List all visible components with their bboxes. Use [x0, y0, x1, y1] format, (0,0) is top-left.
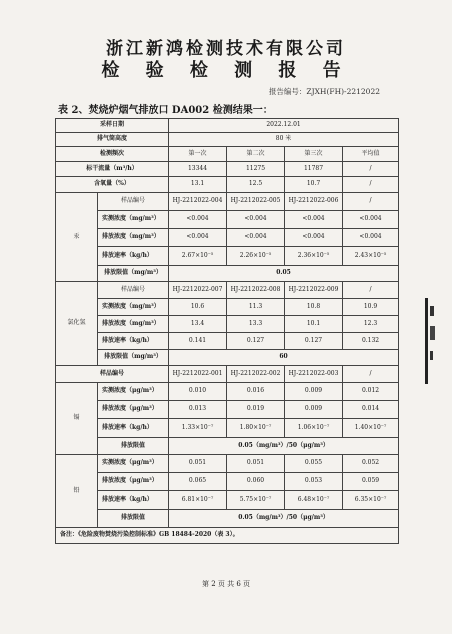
cd-limit-label: 排放限值	[98, 438, 169, 455]
hg-sample-3: HJ-2212022-006	[285, 193, 343, 211]
pollutant-name-hg: 汞	[56, 193, 98, 282]
pb-rate-1: 6.81×10⁻⁷	[169, 491, 227, 510]
pb-conc-2: 0.051	[227, 455, 285, 473]
hcl-conc-3: 10.8	[285, 299, 343, 316]
table-row	[56, 162, 399, 177]
pb-conv-1: 0.065	[169, 473, 227, 491]
cd-conc-3: 0.009	[285, 383, 343, 401]
results-table	[55, 118, 399, 544]
table-row	[56, 282, 399, 299]
flow-label: 标干流量（m³/h）	[56, 162, 169, 177]
report-title: 检 验 检 测 报 告	[101, 60, 351, 81]
oxygen-1: 13.1	[169, 177, 227, 193]
hcl-sample-avg: /	[343, 282, 399, 299]
pb-rate-label: 排放速率（kg/h）	[98, 491, 169, 510]
frequency-label: 检测频次	[56, 147, 169, 162]
table-row	[56, 438, 399, 455]
hg-conc-3: <0.004	[285, 211, 343, 229]
metals-sample-1: HJ-2212022-001	[169, 366, 227, 383]
pb-conv-2: 0.060	[227, 473, 285, 491]
pb-conv-label: 排放浓度（μg/m³）	[98, 473, 169, 491]
hcl-conc-label: 实测浓度（mg/m³）	[98, 299, 169, 316]
flow-2: 11275	[227, 162, 285, 177]
table-row	[56, 316, 399, 333]
pollutant-name-cd: 镉	[56, 383, 98, 455]
oxygen-label: 含氧量（%）	[56, 177, 169, 193]
table-row	[56, 177, 399, 193]
hg-conc-1: <0.004	[169, 211, 227, 229]
hg-conc-label: 实测浓度（mg/m³）	[98, 211, 169, 229]
table-note: 备注：《危险废物焚烧污染控制标准》GB 18484-2020（表 3）。	[56, 528, 399, 544]
table-caption: 表 2、焚烧炉烟气排放口 DA002 检测结果一：	[58, 105, 273, 116]
hcl-rate-3: 0.127	[285, 333, 343, 350]
oxygen-2: 12.5	[227, 177, 285, 193]
metals-sample-2: HJ-2212022-002	[227, 366, 285, 383]
frequency-3: 第三次	[285, 147, 343, 162]
hcl-conc-1: 10.6	[169, 299, 227, 316]
hg-conv-3: <0.004	[285, 229, 343, 247]
table-row	[56, 491, 399, 510]
pb-conc-label: 实测浓度（μg/m³）	[98, 455, 169, 473]
pb-limit-label: 排放限值	[98, 510, 169, 528]
hcl-conc-2: 11.3	[227, 299, 285, 316]
frequency-2: 第二次	[227, 147, 285, 162]
cd-rate-label: 排放速率（kg/h）	[98, 419, 169, 438]
cd-conv-avg: 0.014	[343, 401, 399, 419]
oxygen-avg: /	[343, 177, 399, 193]
hcl-sample-3: HJ-2212022-009	[285, 282, 343, 299]
hcl-conv-3: 10.1	[285, 316, 343, 333]
hg-rate-3: 2.36×10⁻⁵	[285, 247, 343, 266]
cd-rate-avg: 1.40×10⁻⁷	[343, 419, 399, 438]
pollutant-name-pb: 铅	[56, 455, 98, 528]
report-number: 报告编号：ZJXH(FH)-2212022	[268, 87, 380, 96]
hg-limit-label: 排放限值（mg/m³）	[98, 266, 169, 282]
company-name: 浙江新鸿检测技术有限公司	[106, 39, 346, 59]
table-row	[56, 133, 399, 147]
frequency-avg: 平均值	[343, 147, 399, 162]
hcl-conc-avg: 10.9	[343, 299, 399, 316]
table-row	[56, 473, 399, 491]
pb-limit-value: 0.05（mg/m³）/50（μg/m³）	[169, 510, 399, 528]
metals-sample-3: HJ-2212022-003	[285, 366, 343, 383]
cd-conc-1: 0.010	[169, 383, 227, 401]
table-row	[56, 366, 399, 383]
hcl-rate-avg: 0.132	[343, 333, 399, 350]
hcl-rate-1: 0.141	[169, 333, 227, 350]
hg-conv-avg: <0.004	[343, 229, 399, 247]
table-row	[56, 401, 399, 419]
cd-conc-2: 0.016	[227, 383, 285, 401]
hcl-limit-label: 排放限值（mg/m³）	[98, 350, 169, 366]
hg-conv-1: <0.004	[169, 229, 227, 247]
cd-rate-3: 1.06×10⁻⁷	[285, 419, 343, 438]
table-row	[56, 266, 399, 282]
hcl-sample-2: HJ-2212022-008	[227, 282, 285, 299]
cd-conv-2: 0.019	[227, 401, 285, 419]
pollutant-name-hcl: 氯化氢	[56, 282, 98, 366]
scan-edge-mark	[424, 296, 436, 386]
hg-rate-1: 2.67×10⁻⁵	[169, 247, 227, 266]
cd-conc-avg: 0.012	[343, 383, 399, 401]
page-number: 第 2 页 共 6 页	[201, 580, 251, 588]
pb-rate-2: 5.75×10⁻⁷	[227, 491, 285, 510]
hg-rate-avg: 2.43×10⁻⁵	[343, 247, 399, 266]
oxygen-3: 10.7	[285, 177, 343, 193]
table-row	[56, 211, 399, 229]
flow-3: 11787	[285, 162, 343, 177]
table-row	[56, 528, 399, 544]
pb-rate-avg: 6.35×10⁻⁷	[343, 491, 399, 510]
hg-conc-avg: <0.004	[343, 211, 399, 229]
pb-conv-avg: 0.059	[343, 473, 399, 491]
table-row	[56, 350, 399, 366]
hg-limit-value: 0.05	[169, 266, 399, 282]
hcl-conv-2: 13.3	[227, 316, 285, 333]
cd-conv-3: 0.009	[285, 401, 343, 419]
sampling-date-value: 2022.12.01	[169, 119, 399, 133]
cd-conv-label: 排放浓度（μg/m³）	[98, 401, 169, 419]
hcl-sample-1: HJ-2212022-007	[169, 282, 227, 299]
hcl-sample-label: 样品编号	[98, 282, 169, 299]
pb-rate-3: 6.48×10⁻⁷	[285, 491, 343, 510]
table-row	[56, 510, 399, 528]
metals-sample-label: 样品编号	[56, 366, 169, 383]
hg-conv-2: <0.004	[227, 229, 285, 247]
hcl-rate-label: 排放速率（kg/h）	[98, 333, 169, 350]
hcl-conv-avg: 12.3	[343, 316, 399, 333]
cd-conv-1: 0.013	[169, 401, 227, 419]
frequency-1: 第一次	[169, 147, 227, 162]
table-row	[56, 147, 399, 162]
hcl-conv-label: 排放浓度（mg/m³）	[98, 316, 169, 333]
hg-sample-1: HJ-2212022-004	[169, 193, 227, 211]
hg-rate-label: 排放速率（kg/h）	[98, 247, 169, 266]
hg-conv-label: 排放浓度（mg/m³）	[98, 229, 169, 247]
hg-conc-2: <0.004	[227, 211, 285, 229]
table-row	[56, 383, 399, 401]
cd-limit-value: 0.05（mg/m³）/50（μg/m³）	[169, 438, 399, 455]
table-row	[56, 193, 399, 211]
hcl-limit-value: 60	[169, 350, 399, 366]
flow-avg: /	[343, 162, 399, 177]
flow-1: 13344	[169, 162, 227, 177]
sampling-date-label: 采样日期	[56, 119, 169, 133]
table-row	[56, 333, 399, 350]
table-row	[56, 229, 399, 247]
metals-sample-avg: /	[343, 366, 399, 383]
hg-sample-label: 样品编号	[98, 193, 169, 211]
table-row	[56, 455, 399, 473]
cd-rate-1: 1.33×10⁻⁷	[169, 419, 227, 438]
cd-rate-2: 1.80×10⁻⁷	[227, 419, 285, 438]
hg-rate-2: 2.26×10⁻⁵	[227, 247, 285, 266]
table-row	[56, 419, 399, 438]
hg-sample-2: HJ-2212022-005	[227, 193, 285, 211]
pb-conv-3: 0.053	[285, 473, 343, 491]
hg-sample-avg: /	[343, 193, 399, 211]
pb-conc-avg: 0.052	[343, 455, 399, 473]
hcl-conv-1: 13.4	[169, 316, 227, 333]
stack-height-label: 排气筒高度	[56, 133, 169, 147]
pb-conc-1: 0.051	[169, 455, 227, 473]
table-row	[56, 247, 399, 266]
pb-conc-3: 0.055	[285, 455, 343, 473]
cd-conc-label: 实测浓度（μg/m³）	[98, 383, 169, 401]
hcl-rate-2: 0.127	[227, 333, 285, 350]
stack-height-value: 80 米	[169, 133, 399, 147]
table-row	[56, 299, 399, 316]
table-row	[56, 119, 399, 133]
